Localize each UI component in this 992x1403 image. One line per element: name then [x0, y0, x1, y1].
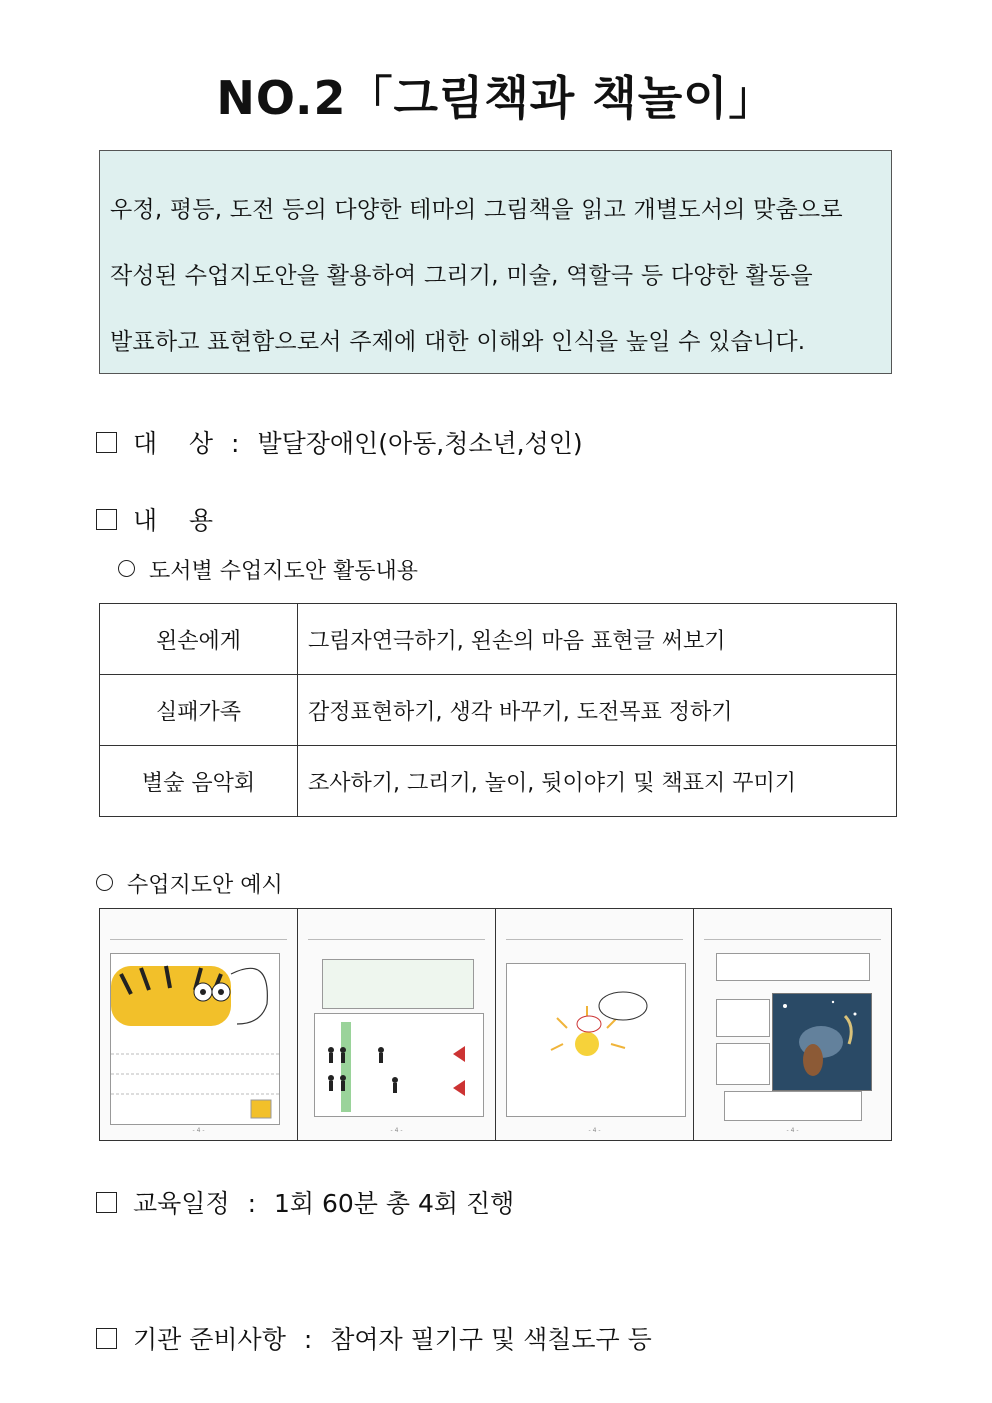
sub1-label: 도서별 수업지도안 활동내용: [149, 559, 419, 584]
shadow-play-illustration-icon: [315, 1014, 483, 1116]
target-label: 대 상: [133, 429, 214, 458]
activity-cell: 감정표현하기, 생각 바꾸기, 도전목표 정하기: [298, 675, 897, 746]
table-row: [100, 746, 897, 817]
lesson-thumbnail-3: - 4 -: [496, 909, 694, 1140]
intro-line: 작성된 수업지도안을 활용하여 그리기, 미술, 역할극 등 다양한 활동을: [110, 263, 813, 289]
schedule-sep: :: [247, 1189, 256, 1218]
book-cell: 실패가족: [100, 675, 298, 746]
checkbox-square-icon: [96, 509, 117, 530]
prep-sep: :: [303, 1325, 313, 1354]
lesson-thumbnail-2: - 4 -: [298, 909, 496, 1140]
schedule-value: 1회 60분 총 4회 진행: [273, 1189, 515, 1218]
schedule-label: 교육일정: [133, 1189, 230, 1218]
circle-bullet-icon: [96, 874, 113, 891]
checkbox-square-icon: [96, 1328, 117, 1349]
book-cell: 왼손에게: [100, 604, 298, 675]
table-row: [100, 675, 897, 746]
lesson-thumbnail-4: - 4 -: [694, 909, 891, 1140]
target-sep: :: [231, 429, 240, 458]
activity-cell: 그림자연극하기, 왼손의 마음 표현글 써보기: [298, 604, 897, 675]
activities-table: [99, 603, 897, 817]
page-title: NO.2「그림책과 책놀이」: [216, 71, 776, 125]
content-label: 내 용: [133, 506, 214, 535]
activity-cell: 조사하기, 그리기, 놀이, 뒷이야기 및 책표지 꾸미기: [298, 746, 897, 817]
circle-bullet-icon: [118, 560, 135, 577]
intro-box: [99, 150, 892, 374]
section-prep: [96, 1320, 652, 1356]
lesson-thumbnail-1: - 4 -: [100, 909, 298, 1140]
music-instruments-icon: [773, 994, 871, 1090]
thought-drawing-icon: [507, 964, 685, 1116]
book-cell: 별숲 음악회: [100, 746, 298, 817]
sub2-label: 수업지도안 예시: [127, 873, 283, 898]
album-cover-image: [772, 993, 872, 1091]
section-target: [96, 424, 583, 460]
section-content: [96, 501, 213, 537]
subsection-activities: [118, 554, 418, 585]
tiger-illustration-icon: [111, 954, 279, 1124]
prep-label: 기관 준비사항: [133, 1325, 286, 1354]
section-schedule: [96, 1184, 514, 1220]
table-row: [100, 604, 897, 675]
subsection-examples: [96, 868, 283, 899]
checkbox-square-icon: [96, 432, 117, 453]
target-value: 발달장애인(아동,청소년,성인): [257, 429, 583, 458]
prep-value: 참여자 필기구 및 색칠도구 등: [330, 1325, 652, 1354]
lesson-plan-examples: [99, 908, 892, 1141]
intro-line: 발표하고 표현함으로서 주제에 대한 이해와 인식을 높일 수 있습니다.: [110, 329, 806, 355]
intro-line: 우정, 평등, 도전 등의 다양한 테마의 그림책을 읽고 개별도서의 맞춤으로: [110, 197, 843, 223]
checkbox-square-icon: [96, 1192, 117, 1213]
